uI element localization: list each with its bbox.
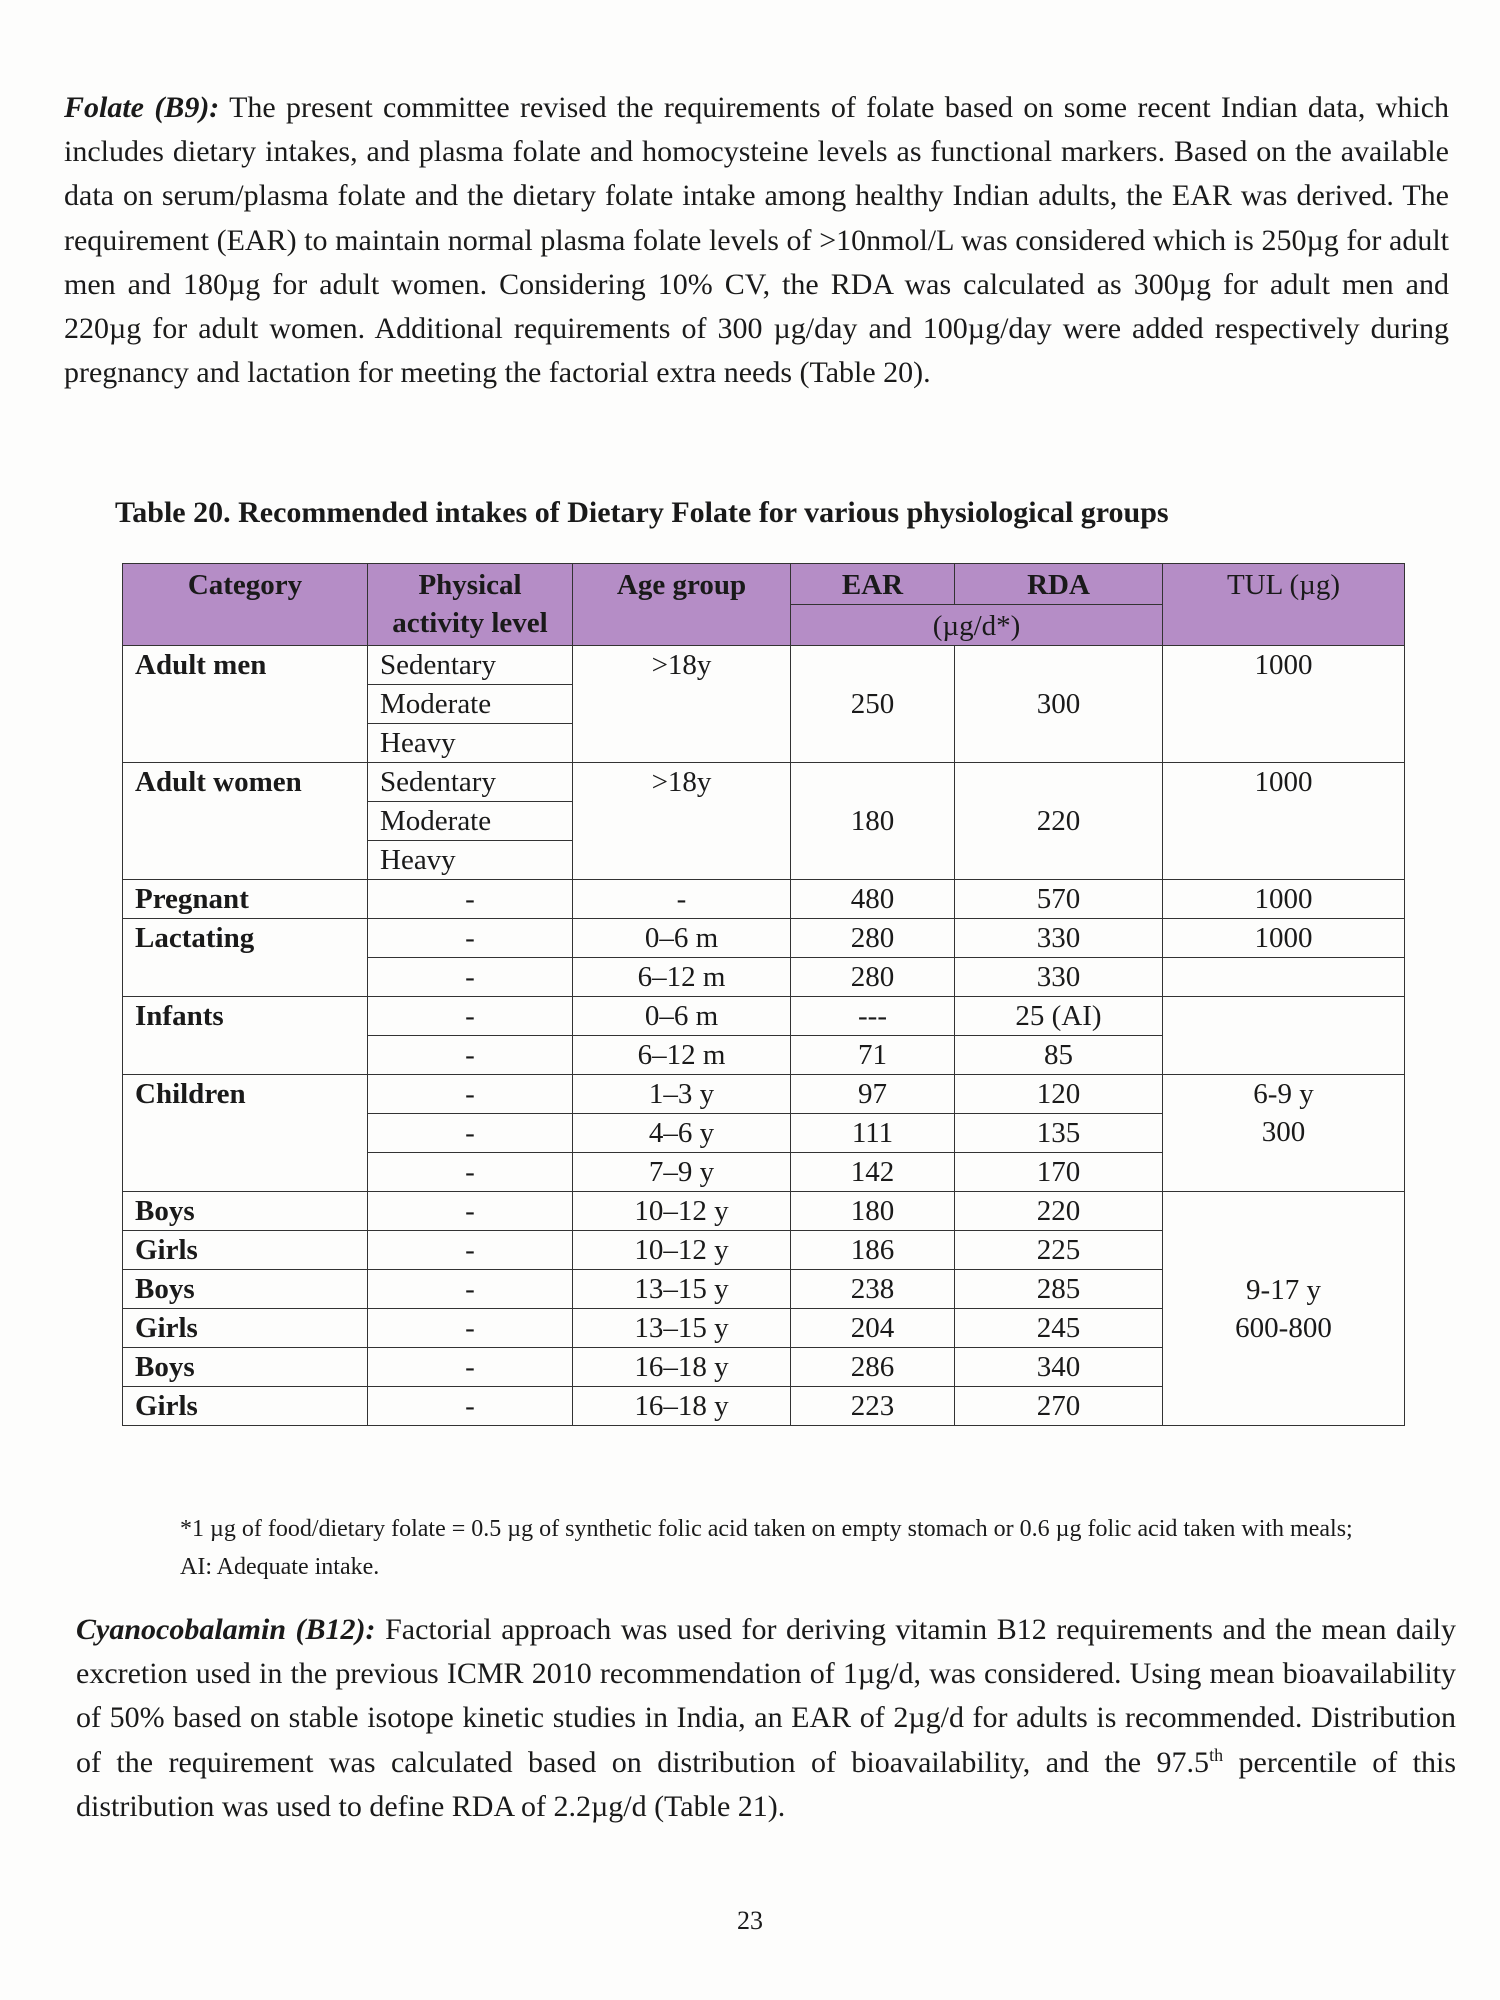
b12-body-part1: Factorial approach was used for deriving vitamin B12 requirements and the mean daily excretion used in the previous ICMR 2010 recommendation of 1µg/d, was considered. Using mean bioavailability of 50% based on stable isotope kinetic studies in India, an EAR of 2µg/d for adults is recommended. Distribution of the requirement was calculated based on distribution of bioavailability, and the 97.5 <box>76 1613 1456 1779</box>
ear-cell: 186 <box>791 1231 955 1270</box>
category-cell: Pregnant <box>123 880 368 919</box>
table-row <box>123 763 1405 802</box>
activity-cell: - <box>368 1348 573 1387</box>
folate-body: The present committee revised the requirements of folate based on some recent Indian data, which includes dietary intakes, and plasma folate and homocysteine levels as functional markers. Based on the available data on serum/plasma folate and the dietary folate intake among healthy Indian adults, the EAR was derived. The requirement (EAR) to maintain normal plasma folate levels of >10nmol/L was considered which is 250µg for adult men and 180µg for adult women. Considering 10% CV, the RDA was calculated as 300µg for adult men and 220µg for adult women. Additional requirements of 300 µg/day and 100µg/day were added respectively during pregnancy and lactation for meeting the factorial extra needs (Table 20). <box>64 91 1450 390</box>
category-cell: Girls <box>123 1309 368 1348</box>
category-cell: Boys <box>123 1270 368 1309</box>
tul-cell <box>1163 1192 1405 1426</box>
category-cell: Girls <box>123 1387 368 1426</box>
table-row <box>123 997 1405 1036</box>
table-row <box>123 1075 1405 1114</box>
activity-cell: - <box>368 1387 573 1426</box>
rda-cell: 225 <box>955 1231 1163 1270</box>
rda-cell: 220 <box>955 763 1163 880</box>
age-cell: 13–15 y <box>573 1309 791 1348</box>
header-activity: Physical activity level <box>368 564 573 646</box>
tul-cell <box>1163 1075 1405 1192</box>
tul-cell: 1000 <box>1163 919 1405 958</box>
activity-cell: - <box>368 880 573 919</box>
tul-age-range: 9-17 y <box>1246 1273 1321 1306</box>
activity-cell: Heavy <box>368 724 573 763</box>
table-row <box>123 880 1405 919</box>
ear-cell: 280 <box>791 958 955 997</box>
header-ear: EAR <box>791 564 955 605</box>
age-cell: >18y <box>573 646 791 763</box>
activity-cell: - <box>368 919 573 958</box>
age-cell: 6–12 m <box>573 1036 791 1075</box>
ear-cell: 223 <box>791 1387 955 1426</box>
tul-cell: 1000 <box>1163 646 1405 763</box>
age-cell: 0–6 m <box>573 997 791 1036</box>
category-cell: Boys <box>123 1192 368 1231</box>
ear-cell: 97 <box>791 1075 955 1114</box>
rda-cell: 570 <box>955 880 1163 919</box>
ear-cell: 142 <box>791 1153 955 1192</box>
rda-cell: 285 <box>955 1270 1163 1309</box>
percentile-superscript: th <box>1209 1744 1224 1765</box>
tul-value: 300 <box>1261 1116 1306 1148</box>
table-row <box>123 919 1405 958</box>
table-row <box>123 646 1405 685</box>
age-cell: 16–18 y <box>573 1387 791 1426</box>
b12-heading: Cyanocobalamin (B12): <box>76 1613 376 1646</box>
activity-cell: - <box>368 1192 573 1231</box>
folate-heading: Folate (B9): <box>64 91 220 124</box>
rda-cell: 270 <box>955 1387 1163 1426</box>
tul-cell <box>1163 997 1405 1075</box>
tul-value: 600-800 <box>1235 1311 1332 1344</box>
activity-cell: Moderate <box>368 802 573 841</box>
rda-cell: 330 <box>955 919 1163 958</box>
rda-cell: 170 <box>955 1153 1163 1192</box>
ear-cell: 111 <box>791 1114 955 1153</box>
activity-cell: - <box>368 1153 573 1192</box>
ear-cell: 480 <box>791 880 955 919</box>
table-footnote: *1 µg of food/dietary folate = 0.5 µg of synthetic folic acid taken on empty stomach or 0.6 µg folic acid taken with meals; AI: Adequate intake. <box>180 1516 1353 1580</box>
tul-cell: 1000 <box>1163 763 1405 880</box>
ear-cell: 286 <box>791 1348 955 1387</box>
ear-cell: 238 <box>791 1270 955 1309</box>
age-cell: 16–18 y <box>573 1348 791 1387</box>
tul-cell <box>1163 958 1405 997</box>
category-cell: Children <box>123 1075 368 1192</box>
activity-cell: - <box>368 1270 573 1309</box>
rda-cell: 135 <box>955 1114 1163 1153</box>
b12-body-part2: percentile of this distribution was used to define RDA of 2.2µg/d (Table 21). <box>76 1745 1456 1823</box>
age-cell: 13–15 y <box>573 1270 791 1309</box>
header-category: Category <box>123 564 368 646</box>
table-row <box>123 1192 1405 1231</box>
rda-cell: 85 <box>955 1036 1163 1075</box>
folate-paragraph <box>64 86 1449 395</box>
header-tul: TUL (µg) <box>1163 564 1405 646</box>
activity-cell: Sedentary <box>368 646 573 685</box>
activity-cell: - <box>368 1114 573 1153</box>
category-cell: Adult women <box>123 763 368 880</box>
ear-cell: 71 <box>791 1036 955 1075</box>
activity-cell: Sedentary <box>368 763 573 802</box>
activity-cell: - <box>368 1309 573 1348</box>
age-cell: 10–12 y <box>573 1192 791 1231</box>
rda-cell: 25 (AI) <box>955 997 1163 1036</box>
rda-cell: 120 <box>955 1075 1163 1114</box>
rda-cell: 245 <box>955 1309 1163 1348</box>
rda-cell: 220 <box>955 1192 1163 1231</box>
age-cell: 0–6 m <box>573 919 791 958</box>
header-unit: (µg/d*) <box>791 605 1163 646</box>
table-header-row <box>123 564 1405 605</box>
activity-cell: Moderate <box>368 685 573 724</box>
table-caption: Table 20. Recommended intakes of Dietary Folate for various physiological groups <box>115 496 1169 529</box>
age-cell: - <box>573 880 791 919</box>
ear-cell: 280 <box>791 919 955 958</box>
activity-cell: - <box>368 958 573 997</box>
activity-cell: Heavy <box>368 841 573 880</box>
age-cell: 1–3 y <box>573 1075 791 1114</box>
category-cell: Infants <box>123 997 368 1075</box>
age-cell: 6–12 m <box>573 958 791 997</box>
folate-table <box>122 563 1405 1426</box>
activity-cell: - <box>368 1231 573 1270</box>
ear-cell: 204 <box>791 1309 955 1348</box>
age-cell: 10–12 y <box>573 1231 791 1270</box>
age-cell: 4–6 y <box>573 1114 791 1153</box>
rda-cell: 300 <box>955 646 1163 763</box>
b12-paragraph <box>76 1608 1456 1829</box>
age-cell: 7–9 y <box>573 1153 791 1192</box>
category-cell: Lactating <box>123 919 368 997</box>
page-number: 23 <box>737 1906 763 1935</box>
ear-cell: 180 <box>791 763 955 880</box>
rda-cell: 340 <box>955 1348 1163 1387</box>
ear-cell: 180 <box>791 1192 955 1231</box>
activity-cell: - <box>368 997 573 1036</box>
category-cell: Girls <box>123 1231 368 1270</box>
activity-cell: - <box>368 1036 573 1075</box>
category-cell: Boys <box>123 1348 368 1387</box>
header-age: Age group <box>573 564 791 646</box>
category-cell: Adult men <box>123 646 368 763</box>
ear-cell: 250 <box>791 646 955 763</box>
rda-cell: 330 <box>955 958 1163 997</box>
age-cell: >18y <box>573 763 791 880</box>
activity-cell: - <box>368 1075 573 1114</box>
ear-cell: --- <box>791 997 955 1036</box>
tul-age-range: 6-9 y <box>1253 1078 1314 1110</box>
tul-cell: 1000 <box>1163 880 1405 919</box>
header-rda: RDA <box>955 564 1163 605</box>
